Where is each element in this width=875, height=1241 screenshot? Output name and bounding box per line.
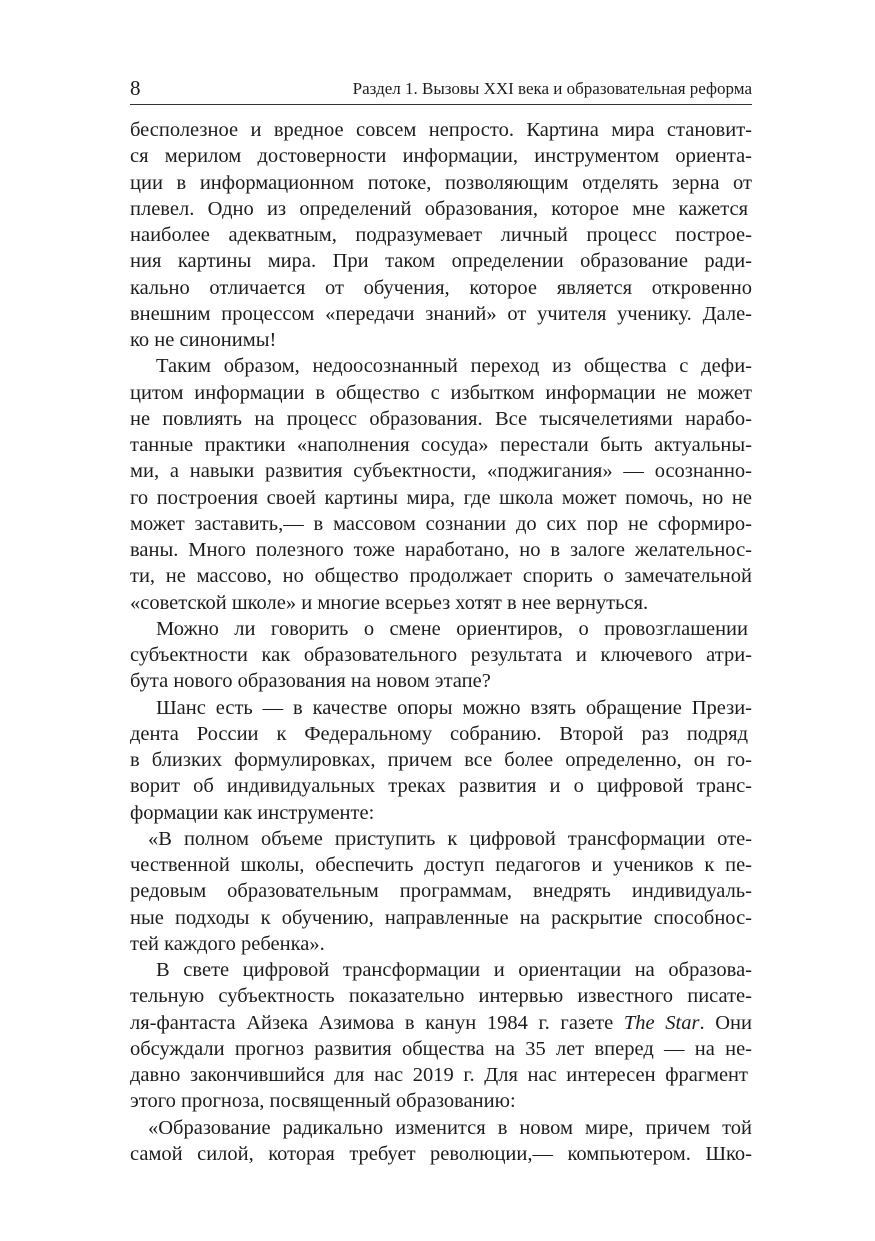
text-line: ворит об индивидуальных треках развития и о цифровой транс-: [130, 775, 752, 798]
text-line: ния картины мира. При таком определении образование ради-: [130, 250, 752, 273]
text-line: В свете цифровой трансформации и ориентации на образова-: [156, 959, 752, 981]
text-line: ми, а навыки развития субъектности, «поджигания» — осознанно-: [130, 460, 752, 483]
text-line: ко не синонимы!: [130, 329, 277, 351]
body-text: [130, 117, 752, 1167]
text-fragment: ля-фантаста Айзека Азимова в канун 1984 г. газете: [130, 1011, 624, 1034]
running-head: Раздел 1. Вызовы XXI века и образовательная реформа: [352, 79, 752, 98]
text-line: Таким образом, недоосознанный переход из общества с дефи-: [156, 355, 752, 378]
quotation-asimov: [130, 1115, 752, 1168]
text-line: наиболее адекватным, подразумевает личный процесс построе-: [130, 224, 752, 246]
page-header: [130, 76, 752, 105]
text-line: самой силой, которая требует революции,— компьютером. Шко-: [130, 1142, 752, 1165]
text-line: внешним процессом «передачи знаний» от учителя ученику. Дале-: [130, 302, 752, 325]
text-line: может заставить,— в массовом сознании до сих пор не сформиро-: [130, 512, 752, 535]
quotation-president: [130, 826, 752, 957]
paragraph-6: [130, 957, 752, 1115]
text-line: бесполезное и вредное совсем непросто. Картина мира становит-: [130, 119, 752, 141]
text-line: ти, не массово, но общество продолжает спорить о замечательной: [130, 565, 752, 588]
newspaper-title: The Star: [623, 1011, 700, 1034]
text-line: редовым образовательным программам, внедрять индивидуаль-: [130, 880, 752, 903]
paragraph-2: [130, 353, 752, 616]
text-fragment: . Они: [699, 1011, 752, 1034]
text-line: чественной школы, обеспечить доступ педагогов и учеников к пе-: [130, 854, 752, 876]
text-line: ваны. Много полезного тоже наработано, но в залоге желательнос-: [130, 539, 752, 561]
text-line: давно закончившийся для нас 2019 г. Для нас интересен фрагмент: [130, 1064, 748, 1086]
text-line: Шанс есть — в качестве опоры можно взять обращение Прези-: [156, 696, 752, 719]
text-line: танные практики «наполнения сосуда» перестали быть актуальны-: [130, 434, 752, 456]
paragraph-1: [130, 117, 752, 353]
text-line: дента России к Федеральному собранию. Второй раз подряд: [130, 722, 748, 745]
text-line: Можно ли говорить о смене ориентиров, о провозглашении: [156, 617, 748, 640]
text-line: цитом информации в общество с избытком информации не может: [130, 381, 752, 404]
text-line: го построения своей картины мира, где школа может помочь, но не: [130, 486, 752, 509]
text-line: «В полном объеме приступить к цифровой трансформации оте-: [148, 827, 752, 850]
text-line: бута нового образования на новом этапе?: [130, 670, 491, 693]
text-line: ся мерилом достоверности информации, инструментом ориента-: [130, 145, 752, 168]
text-line-with-title: [130, 1010, 752, 1036]
paragraph-3: [130, 616, 752, 695]
text-line: плевел. Одно из определений образования, которое мне кажется: [130, 197, 748, 220]
text-line: «советской школе» и многие всерьез хотят в нее вернуться.: [130, 591, 649, 614]
text-line: «Образование радикально изменится в новом мире, причем той: [148, 1116, 752, 1139]
paragraph-4: [130, 695, 752, 826]
text-line: в близких формулировках, причем все более определенно, он го-: [130, 749, 752, 771]
text-line: этого прогноза, посвященный образованию:: [130, 1090, 516, 1113]
text-line: тельную субъектность показательно интервью известного писате-: [130, 985, 752, 1008]
text-line: формации как инструменте:: [130, 801, 375, 824]
text-line: ции в информационном потоке, позволяющим отделять зерна от: [130, 171, 752, 194]
text-line: кально отличается от обучения, которое является откровенно: [130, 276, 752, 299]
text-line: не повлиять на процесс образования. Все тысячелетиями нарабо-: [130, 407, 752, 430]
page-number: 8: [130, 76, 141, 100]
text-line: обсуждали прогноз развития общества на 35 лет вперед — на не-: [130, 1037, 752, 1060]
text-line: тей каждого ребенка».: [130, 932, 325, 955]
text-line: ные подходы к обучению, направленные на раскрытие способнос-: [130, 906, 752, 929]
text-line: субъектности как образовательного результата и ключевого атри-: [130, 644, 752, 666]
